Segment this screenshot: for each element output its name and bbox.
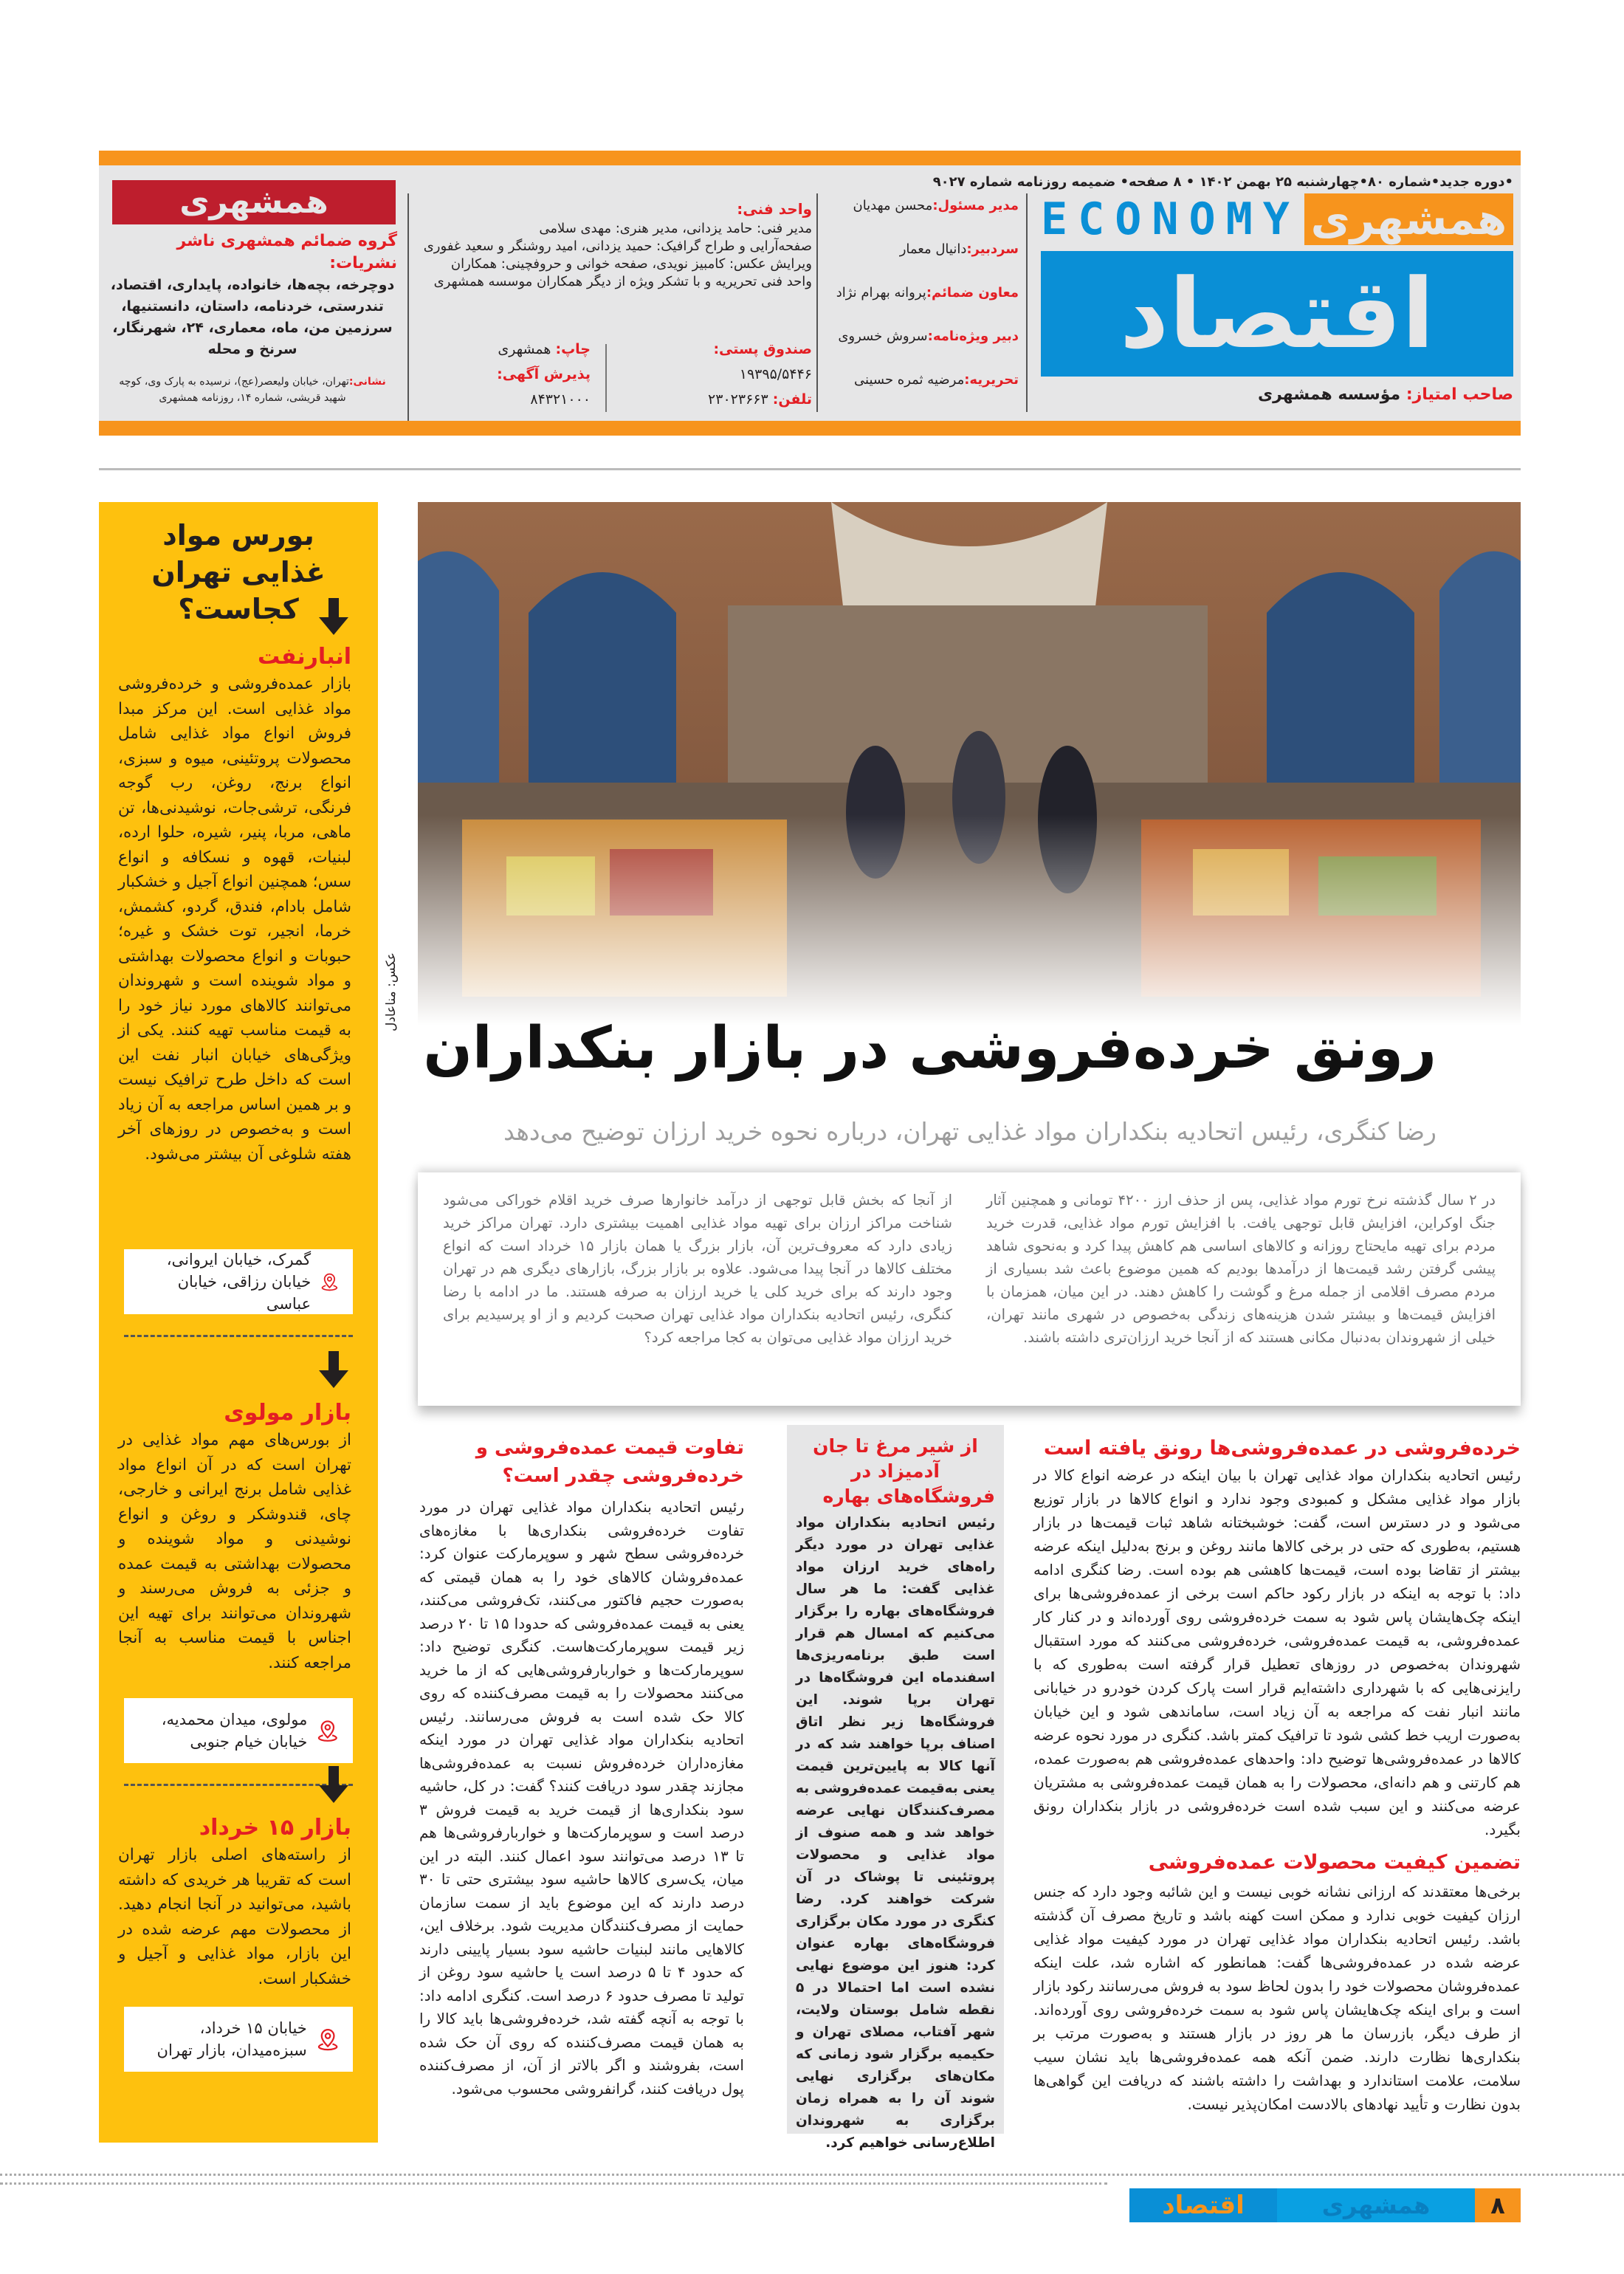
- staff-role: مدیر مسئول:: [932, 198, 1019, 213]
- article-body: رئیس اتحادیه بنکداران مواد غذایی تهران با بیان اینکه در عرضه انواع کالا در بازار مواد غذایی مشکل و کمبودی وجود ندارد و انواع کالاها در بازار توزیع می‌شود و در دسترس است، گفت: خوشبختانه شاهد ثبات قیمت‌ها در بازار هستیم، به‌طوری که حتی در برخی کالاها مانند روغن و برنج به‌دلیل اینکه عرضه بیشتر از تقاضا بوده است، قیمت‌ها کاهشی هم بوده است. رضا کنگری ادامه داد: با توجه به اینکه در بازار رکود حاکم است برخی از عمده‌فروشی‌ها برای اینکه چک‌هایشان پاس شود به سمت خرده‌فروشی روی آورده‌اند و در کنار کار عمده‌فروشی، به قیمت عمده‌فروشی، خرده‌فروشی می‌کنند که مورد استقبال شهروندان به‌خصوص در روزهای تعطیل قرار گرفته است به‌طوری که با رایزنی‌هایی که با شهرداری داشته‌ایم قرار است پارک کردن خودرو در خیابانی مانند انبار نفت که مراجعه به آن زیاد است، ساماندهی شود و این خیابان به‌صورت اریب خط کشی شود تا ترافیک کمتر باشد. کنگری در مورد نحوه عرضه کالاها در عمده‌فروشی‌ها توضیح داد: واحدهای عمده‌فروشی هم به‌صورت عمده، هم کارتنی و هم دانه‌ای، محصولات را به همان قیمت عمده‌فروشی به مشتریان عرضه می‌کنند و این سبب شده است خرده‌فروشی در بازار بنکداران رونق بگیرد.: [1033, 1466, 1521, 1838]
- location-pin-icon: [317, 1713, 338, 1748]
- tech-title: واحد فنی:: [737, 200, 812, 218]
- logo-hamshahri: همشهری: [1304, 193, 1513, 245]
- header-rule: [99, 468, 1521, 470]
- print-label: چاپ:: [555, 341, 591, 357]
- location-text: مولوی، میدان محمدیه، خیابان خیام جنوبی: [161, 1711, 308, 1751]
- location-box: [124, 2007, 353, 2072]
- staff-item: [827, 198, 1019, 213]
- lead-right: در ۲ سال گذشته نرخ تورم مواد غذایی، پس از حذف ارز ۴۲۰۰ تومانی و همچنین آثار جنگ اوکراین، افزایش قابل توجهی یافت. با افزایش تورم مواد غذایی، قدرت خرید مردم برای تهیه مایحتاج روزانه و کالاهای اساسی هم کاهش پیدا کرد و به‌نحوی شاهد پیشی گرفتن رشد قیمت‌ها از درآمدها بودیم که همین موضوع باعث شد بسیاری از مردم مصرف اقلامی از جمله مرغ و گوشت را کاهش دهند. در این میان، همزمان با افزایش قیمت‌ها و بیشتر شدن هزینه‌های زندگی به‌خصوص در شهری مانند تهران، خیلی از شهروندان به‌دنبال مکانی هستند که از آنجا خرید ارزان‌تری داشته باشند.: [986, 1192, 1496, 1346]
- article-body: رئیس اتحادیه بنکداران مواد غذایی تهران در مورد دیگر راه‌های خرید ارزان مواد غذایی گفت: ما هر سال فروشگاه‌های بهاره را برگزار می‌کنیم که امسال هم قرار است طبق برنامه‌ریزی‌ها اسفندماه این فروشگاه‌ها در تهران برپا شوند. این فروشگاه‌ها زیر نظر اتاق اصناف برپا خواهند شد که در آنها کالا به پایین‌ترین قیمت یعنی به‌قیمت عمده‌فروشی به مصرف‌کنندگان نهایی عرضه خواهد شد و همه صنوف از مواد غذایی و محصولات پروتئینی تا پوشاک در آن شرکت خواهند کرد. رضا کنگری در مورد مکان برگزاری فروشگاه‌های بهاره عنوان کرد: هنوز این موضوع نهایی نشده است اما احتمالا در ۵ نقطه شامل بوستان ولایت، شهر آفتاب، مصلای تهران و حکیمیه برگزار شود زمانی که مکان‌های برگزاری نهایی شوند آن را به همراه زمان برگزاری به شهروندان اطلاع‌رسانی خواهیم کرد.: [796, 1515, 995, 2151]
- staff-role: تحریریه:: [964, 372, 1019, 388]
- staff-role: دبیر ویژه‌نامه:: [927, 329, 1019, 344]
- section-heading: بازار ۱۵ خرداد: [199, 1815, 351, 1841]
- group-logo-text: همشهری: [179, 183, 328, 221]
- location-text: گمرک، خیابان ایروانی، خیابان رزاقی، خیابان عباسی: [166, 1251, 312, 1313]
- staff-name: پروانه بهرام نژاد: [836, 285, 926, 300]
- print-value: همشهری: [498, 341, 551, 357]
- article-heading: از شیر مرغ تا جان آدمیزاد در فروشگاه‌های بهاره: [813, 1435, 995, 1507]
- dotted-rule: [0, 2174, 1624, 2176]
- dashed-divider: [124, 1335, 353, 1337]
- pobox-value: ۱۹۳۹۵/۵۴۴۶: [739, 366, 812, 382]
- footer-logo-hamshahri: همشهری: [1277, 2188, 1475, 2222]
- page-number: ۸: [1475, 2188, 1521, 2222]
- section-heading: بازار مولوی: [224, 1400, 351, 1426]
- phone-value: ۲۳۰۲۳۶۶۳: [708, 391, 768, 408]
- photo-credit: عکس: مناعادل: [384, 952, 399, 1031]
- article-middle: [796, 1434, 995, 2154]
- owner-label: صاحب امتیاز:: [1405, 385, 1513, 404]
- article-right: [1033, 1434, 1521, 2116]
- staff-name: محسن مهدیان: [853, 198, 933, 213]
- arrow-down-icon: [316, 598, 351, 635]
- tech-unit: [413, 198, 812, 291]
- lead-left: از آنجا که بخش قابل توجهی از درآمد خانوارها صرف خرید اقلام خوراکی می‌شود شناخت مراکز ارزان برای تهیه مواد غذایی اهمیت بیشتری دارد. تهران مراکز خرید زیادی دارد که معروف‌ترین آن، بازار بزرگ یا همان بازار ۱۵ خرداد است که انواع مختلف کالاها در آنجا پیدا می‌شود. علاوه بر بازار بزرگ، بازارهای دیگری هم در تهران وجود دارند که برای خرید کلی یا خرید ارزان به صرفه هستند. ما در ادامه با رضا کنگری، رئیس اتحادیه بنکداران مواد غذایی تهران صحبت کردیم و از او پرسیدیم برای خرید ارزان مواد غذایی می‌توان به کجا مراجعه کرد؟: [443, 1192, 952, 1346]
- article-heading: خرده‌فروشی در عمده‌فروشی‌ها رونق یافته است: [1043, 1437, 1521, 1460]
- tech-line: صفحه‌آرایی و طراح گرافیک: حمید یزدانی، امید روشنگر و سعید غفوری: [423, 238, 812, 254]
- article-heading: تفاوت قیمت عمده‌فروشی و خرده‌فروشی چقدر است؟: [475, 1437, 744, 1487]
- tech-line: ویرایش عکس: کامبیز نویدی، صفحه خوانی و حروفچینی: همکاران: [450, 256, 812, 272]
- staff-name: دانیال معمار: [899, 241, 967, 257]
- group-list: دوچرخه، بچه‌ها، خانواده، پایداری، اقتصاد، تندرستی، خردنامه، داستان، دانستنیها، سرزمین من، ماه، معماری، ۲۴، شهرنگار، سرنخ و محله: [110, 277, 395, 357]
- staff-name: مرضیه ثمره حسینی: [854, 372, 965, 388]
- print-ads: [443, 337, 591, 412]
- divider: [407, 193, 409, 421]
- address-value: تهران، خیابان ولیعصر(عج)، نرسیده به پارک وی، کوچه شهید قریشی، شماره ۱۴، روزنامه همشهری: [119, 376, 349, 404]
- hamshahri-group-logo: [112, 180, 396, 224]
- dotted-rule: [0, 2182, 1107, 2185]
- section-body: بازار عمده‌فروشی و خرده‌فروشی مواد غذایی است. این مرکز مبدا فروش انواع مواد غذایی شامل محصولات پروتئینی، میوه و سبزی، انواع برنج، روغن، رب گوجه فرنگی، ترشی‌جات، نوشیدنی‌ها، تن ماهی، مربا، پنیر، شیره، حلوا ارده، لبنیات، قهوه و نسکافه و انواع سس؛ همچنین انواع آجیل و خشکبار شامل بادام، فندق، گردو، کشمش، خرما، انجیر، توت خشک و غیره؛ حبوبات و انواع محصولات بهداشتی و مواد شوینده است و شهروندان می‌توانند کالاهای مورد نیاز خود را به قیمت مناسب تهیه کنند. یکی از ویژگی‌های خیابان انبار نفت این است که داخل طرح ترافیک نیست و بر همین اساس مراجعه به آن زیاد است و به‌خصوص در روزهای آخر هفته شلوغی آن بیشتر می‌شود.: [118, 675, 351, 1164]
- section-body: از بورس‌های مهم مواد غذایی در تهران است که در آن انواع مواد غذایی شامل برنج ایرانی و خارجی، چای، قندوشکر و روغن و انواع نوشیدنی و مواد شوینده و محصولات بهداشتی به قیمت عمده و جزئی به فروش می‌رسند و شهروندان می‌توانند برای تهیه این اجناس با قیمت مناسب به آنجا مراجعه کنند.: [118, 1431, 351, 1672]
- divider: [816, 193, 818, 412]
- owner-line: [1041, 385, 1513, 404]
- bazaar-photo: [418, 502, 1521, 1071]
- location-box: [124, 1249, 353, 1314]
- article-left: [419, 1434, 744, 2100]
- location-pin-icon: [317, 2021, 338, 2057]
- bazaar-illustration: [418, 502, 1521, 1071]
- sidebar-food-markets: [99, 502, 378, 2143]
- tech-line: واحد فنی تحریریه و با تشکر ویژه از دیگر همکاران موسسه همشهری: [433, 274, 812, 289]
- tech-line: مدیر فنی: حامد یزدانی، مدیر هنری: مهدی سلامی: [539, 221, 812, 236]
- staff-role: سردبیر:: [966, 241, 1019, 257]
- address-label: نشانی:: [348, 376, 386, 388]
- arrow-down-icon: [316, 1351, 351, 1388]
- footer-logo-eqtesad: اقتصاد: [1129, 2188, 1277, 2222]
- phone-label: تلفن:: [772, 391, 812, 408]
- ads-label: پذیرش آگهی:: [497, 366, 591, 382]
- bottom-orange-bar: [99, 421, 1521, 436]
- article-heading: تضمین کیفیت محصولات عمده‌فروشی: [1148, 1851, 1521, 1874]
- logo-eqtesad: اقتصاد: [1041, 251, 1513, 377]
- arrow-down-icon: [316, 1766, 351, 1803]
- footer-logo: [1129, 2188, 1521, 2222]
- top-orange-bar: [99, 151, 1521, 165]
- staff-item: [827, 329, 1019, 344]
- location-text: خیابان ۱۵ خرداد، سبزه‌میدان، بازار تهران: [156, 2019, 307, 2059]
- hamshahri-eqtesad-logo: [1041, 193, 1513, 378]
- pobox: [613, 337, 812, 412]
- owner-value: مؤسسه همشهری: [1257, 385, 1401, 404]
- pobox-label: صندوق پستی:: [713, 341, 812, 357]
- location-pin-icon: [321, 1264, 338, 1299]
- group-info: [108, 230, 397, 406]
- article-body: برخی‌ها معتقدند که ارزانی نشانه خوبی نیست و این شائبه وجود دارد که جنس ارزان کیفیت خوبی ندارد و ممکن است کهنه باشد و تاریخ مصرف آن گذشته باشد. رئیس اتحادیه بنکداران مواد غذایی تهران در مورد کیفیت مواد غذایی عرضه شده در عمده‌فروشی‌ها گفت: همانطور که اشاره شد، علت اینکه عمده‌فروشان محصولات خود را بدون لحاظ سود به فروش می‌رسانند رکود بازار است و برای اینکه چک‌هایشان پاس شود به سمت خرده‌فروشی روی آورده‌اند. از طرف دیگر، بازرسان ما هر روز در بازار هستند و به‌صورت مرتب بر بنکداری‌ها نظارت دارند. ضمن آنکه همه عمده‌فروشی‌ها باید نشان سیب سلامت، علامت استاندارد و بهداشت را داشته باشند که دریافت این گواهی‌ها بدون نظارت و تأیید نهادهای بالادست امکان‌پذیر نیست.: [1033, 1883, 1521, 2113]
- subheadline: رضا کنگری، رئیس اتحادیه بنکداران مواد غذایی تهران، درباره نحوه خرید ارزان توضیح می‌دهد: [503, 1117, 1437, 1146]
- section-heading: انبارنفت: [258, 644, 351, 670]
- section-body: از راسته‌های اصلی بازار تهران است که تقریبا هر خریدی که داشته باشید، می‌توانید در آنجا انجام دهید. از محصولات مهم عرضه شده در این بازار، مواد غذایی و آجیل و خشکبار است.: [118, 1846, 351, 1988]
- headline: رونق خرده‌فروشی در بازار بنکداران: [423, 1015, 1437, 1082]
- article-body: رئیس اتحادیه بنکداران مواد غذایی تهران در مورد تفاوت خرده‌فروشی بنکداری‌ها با مغازه‌های خرده‌فروشی سطح شهر و سوپرمارکت عنوان کرد: عمده‌فروشان کالاهای خود را به همان قیمتی که به‌صورت حجیم فاکتور می‌کنند، تک‌فروشی می‌کنند، یعنی به قیمت عمده‌فروشی که حدودا ۱۵ تا ۲۰ درصد زیر قیمت سوپرمارکت‌هاست. کنگری توضیح داد: سوپرمارکت‌ها و خواربارفروشی‌هایی که از ما خرید می‌کنند محصولات را به قیمت مصرف‌کننده که روی کالا حک شده است به فروش می‌رسانند. رئیس اتحادیه بنکداران مواد غذایی تهران در مورد اینکه مغازه‌داران خرده‌فروش نسبت به عمده‌فروشی‌ها مجازند چقدر سود دریافت کنند؟ گفت: در کل، حاشیه سود بنکداری‌ها از قیمت خرید به قیمت فروش ۳ درصد است و سوپرمارکت‌ها و خواربارفروشی‌ها هم تا ۱۳ درصد می‌توانند سود اعمال کنند. البته در این میان، یک‌سری کالاها حاشیه سود بیشتری حتی تا ۳۰ درصد دارند که این موضوع باید از سمت سازمان حمایت از مصرف‌کنندگان مدیریت شود. برخلاف این، کالاهایی مانند لبنیات حاشیه سود بسیار پایینی دارند که حدود ۴ تا ۵ درصد است یا حاشیه سود روغن از تولید تا مصرف حدود ۶ درصد است. کنگری ادامه داد: با توجه به آنچه گفته شد، خرده‌فروشی‌ها باید کالا را به همان قیمت مصرف‌کننده که روی آن حک شده است، بفروشند و اگر بالاتر از آن، از مصرف‌کننده پول دریافت کنند، گرانفروشی محسوب می‌شود.: [419, 1498, 745, 2098]
- divider: [1026, 193, 1028, 412]
- sidebar-title: بورس مواد غذایی تهران کجاست؟: [151, 519, 326, 625]
- issue-line: •دوره جدید•شماره ۸۰•چهارشنبه ۲۵ بهمن ۱۴۰۲ • ۸ صفحه• ضمیمه روزنامه شماره ۹۰۲۷: [932, 174, 1513, 190]
- staff-item: [827, 241, 1019, 257]
- lead-box: [418, 1172, 1521, 1406]
- staff-item: [827, 285, 1019, 300]
- ads-value: ۸۴۳۲۱۰۰۰: [530, 391, 591, 408]
- staff-name: سروش خسروی: [838, 329, 928, 344]
- location-box: [124, 1698, 353, 1763]
- staff-role: معاون ضمائم:: [926, 285, 1019, 300]
- staff-item: [827, 372, 1019, 388]
- group-title: گروه ضمائم همشهری ناشر نشریات:: [176, 232, 397, 272]
- divider: [605, 344, 607, 412]
- logo-economy: ECONOMY: [1041, 193, 1300, 245]
